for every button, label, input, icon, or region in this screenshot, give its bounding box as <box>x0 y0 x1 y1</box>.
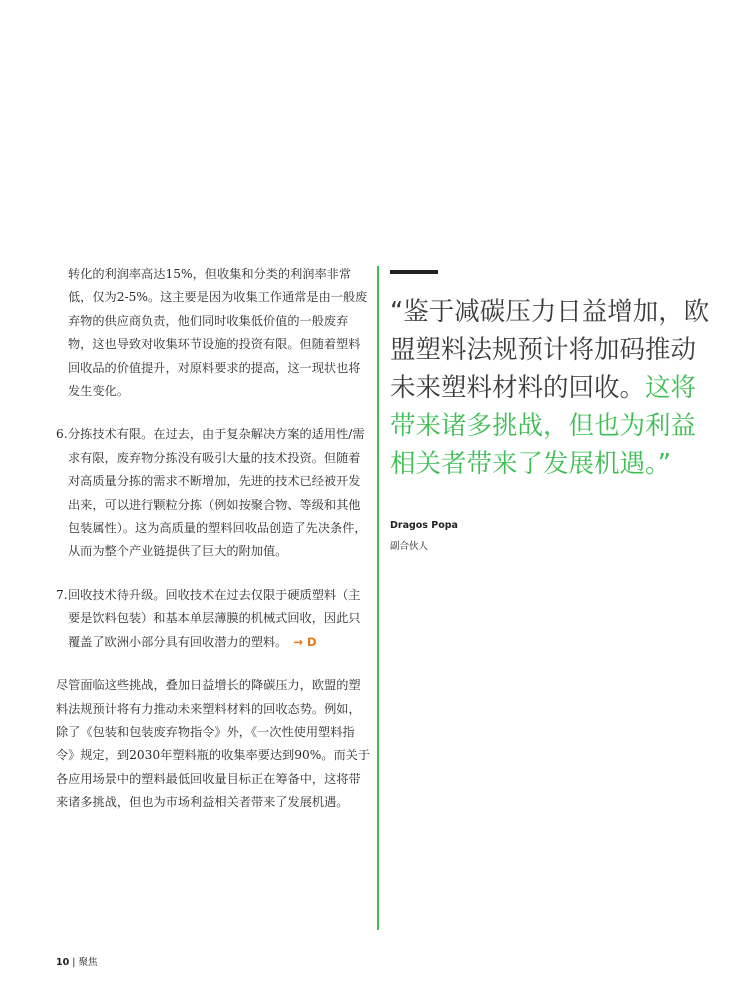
pull-quote-part1: “鉴于减碳压力日益增加，欧盟塑料法规预计将加码推动未来塑料材料的回收。 <box>390 297 710 403</box>
quote-author-role: 副合伙人 <box>390 541 429 552</box>
column-divider <box>377 266 379 930</box>
list-item-body <box>68 423 372 563</box>
list-item-body <box>68 584 372 654</box>
list-item-number: 6. <box>56 427 68 442</box>
list-item-number: 7. <box>56 587 68 602</box>
quote-author-name: Dragos Popa <box>390 520 458 531</box>
page-number: 10 <box>56 957 70 968</box>
list-item-text: 回收技术在过去仅限于硬质塑料（主要是饮料包装）和基本单层薄膜的机械式回收，因此只覆盖了欧洲小部分具有回收潜力的塑料。 <box>68 587 361 649</box>
main-text-column <box>56 263 372 815</box>
pull-quote-part2: 这将带来诸多挑战，但也为利益相关者带来了发展机遇。” <box>390 373 697 479</box>
list-item-title: 分拣技术有限。 <box>68 427 154 442</box>
reference-link-d[interactable]: → D <box>293 634 317 649</box>
page-footer <box>56 954 97 968</box>
pull-quote <box>390 293 720 483</box>
closing-paragraph: 尽管面临这些挑战，叠加日益增长的降碳压力，欧盟的塑料法规预计将有力推动未来塑料材料的回收态势。例如，除了《包装和包装废弃物指令》外，《一次性使用塑料指令》规定，到2030年塑料瓶的收集率要达到90%。而关于各应用场景中的塑料最低回收量目标正在筹备中，这将带来诸多挑战，但也为市场利益相关者带来了发展机遇。 <box>56 678 371 810</box>
section-name: 聚焦 <box>78 957 98 968</box>
list-item-6 <box>56 423 372 563</box>
list-item-7 <box>56 584 372 654</box>
list-item-title: 回收技术待升级。 <box>68 587 166 602</box>
continued-paragraph: 转化的利润率高达15%，但收集和分类的利润率非常低，仅为2-5%。这主要是因为收集工作通常是由一般废弃物的供应商负责，他们同时收集低价值的一般废弃物，这也导致对收集环节设施的投资有限。但随着塑料回收品的价值提升，对原料要求的提高，这一现状也将发生变化。 <box>68 267 368 399</box>
list-item-text: 在过去，由于复杂解决方案的适用性/需求有限，废弃物分拣没有吸引大量的技术投资。但随着对高质量分拣的需求不断增加，先进的技术已经被开发出来，可以进行颗粒分拣（例如按聚合物、等级和其他包装属性）。这为高质量的塑料回收品创造了先决条件，从而为整个产业链提供了巨大的附加值。 <box>68 427 367 559</box>
quote-accent-bar <box>390 270 438 274</box>
footer-separator: | <box>72 957 76 968</box>
